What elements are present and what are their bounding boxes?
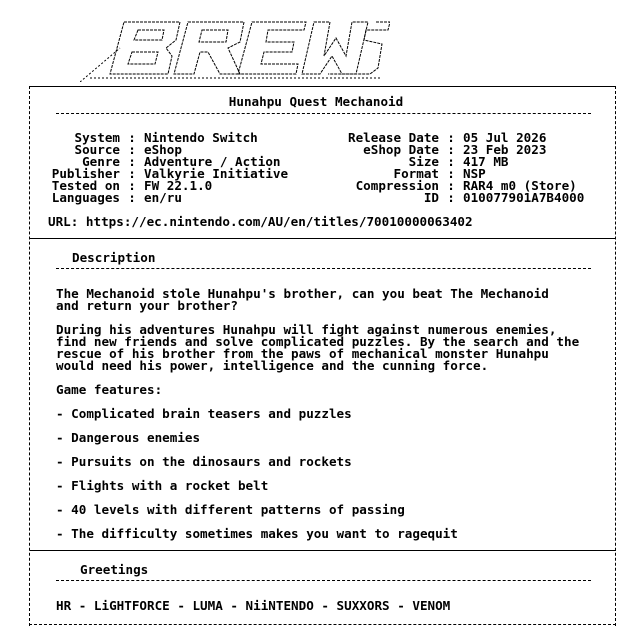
info-value: 05 Jul 2026: [463, 130, 547, 145]
description-underline: [56, 268, 591, 269]
info-value: Adventure / Action: [144, 154, 281, 169]
info-value: en/ru: [144, 190, 182, 205]
frame-right-border: [615, 86, 616, 626]
description-line: During his adventures Hunahpu will fight against numerous enemies,: [56, 322, 557, 337]
info-value: 417 MB: [463, 154, 509, 169]
info-label: Publisher: [51, 166, 120, 181]
info-row-source: Source : eShop: [48, 144, 288, 156]
info-label: Source: [74, 142, 120, 157]
info-value: NSP: [463, 166, 486, 181]
info-row-compression: Compression : RAR4 m0 (Store): [343, 180, 584, 192]
description-intro: [56, 288, 549, 312]
greetings-heading: Greetings: [80, 562, 149, 577]
section-divider: [30, 550, 616, 551]
logo-text: BREWS: [80, 18, 84, 19]
info-value: eShop: [144, 142, 182, 157]
description-line: and return your brother?: [56, 298, 238, 313]
info-label: Genre: [82, 154, 120, 169]
info-row-release-date: Release Date : 05 Jul 2026: [343, 132, 584, 144]
info-value: 010077901A7B4000: [463, 190, 585, 205]
info-value: Nintendo Switch: [144, 130, 258, 145]
info-label: ID: [423, 190, 439, 205]
description-story: [56, 324, 579, 372]
release-title: Hunahpu Quest Mechanoid: [228, 94, 404, 109]
info-row-id: ID : 010077901A7B4000: [343, 192, 584, 204]
greetings-underline: [56, 580, 591, 581]
title-underline: [56, 113, 591, 114]
store-url: URL: https://ec.nintendo.com/AU/en/titles/70010000063402: [48, 214, 473, 229]
brews-logo: [80, 18, 390, 82]
description-line: rescue of his brother from the paws of mechanical monster Hunahpu: [56, 346, 549, 361]
description-heading: Description: [72, 250, 156, 265]
feature-item: - 40 levels with different patterns of passing: [56, 502, 405, 517]
feature-item: - The difficulty sometimes makes you want to ragequit: [56, 526, 458, 541]
info-label: eShop Date: [363, 142, 439, 157]
info-row-size: Size : 417 MB: [343, 156, 584, 168]
feature-item: - Pursuits on the dinosaurs and rockets: [56, 454, 352, 469]
frame-left-border: [29, 86, 30, 626]
info-row-format: Format : NSP: [343, 168, 584, 180]
info-row-system: System : Nintendo Switch: [48, 132, 288, 144]
info-value: 23 Feb 2023: [463, 142, 547, 157]
features-label: Game features:: [56, 382, 163, 397]
info-row-publisher: Publisher : Valkyrie Initiative: [48, 168, 288, 180]
info-right-column: [343, 132, 584, 204]
description-line: find new friends and solve complicated puzzles. By the search and the: [56, 334, 580, 349]
info-label: Tested on: [51, 178, 120, 193]
section-divider: [30, 238, 616, 239]
frame-top-border: [30, 86, 616, 87]
info-label: Format: [393, 166, 439, 181]
info-value: RAR4 m0 (Store): [463, 178, 577, 193]
info-label: Languages: [51, 190, 120, 205]
info-label: Release Date: [348, 130, 439, 145]
description-line: The Mechanoid stole Hunahpu's brother, can you beat The Mechanoid: [56, 286, 549, 301]
info-left-column: [48, 132, 288, 204]
feature-item: - Complicated brain teasers and puzzles: [56, 406, 352, 421]
info-value: Valkyrie Initiative: [144, 166, 289, 181]
info-row-genre: Genre : Adventure / Action: [48, 156, 288, 168]
description-line: would need his power, intelligence and the cunning force.: [56, 358, 489, 373]
info-label: Compression: [355, 178, 439, 193]
greetings-text: HR - LiGHTFORCE - LUMA - NiiNTENDO - SUXXORS - VENOM: [56, 598, 451, 613]
info-value: FW 22.1.0: [144, 178, 213, 193]
info-row-languages: Languages : en/ru: [48, 192, 288, 204]
info-row-eshop-date: eShop Date : 23 Feb 2023: [343, 144, 584, 156]
info-label: System: [74, 130, 120, 145]
feature-item: - Flights with a rocket belt: [56, 478, 269, 493]
info-label: Size: [408, 154, 439, 169]
feature-item: - Dangerous enemies: [56, 430, 201, 445]
info-row-tested-on: Tested on : FW 22.1.0: [48, 180, 288, 192]
frame-bottom-border: [29, 624, 616, 625]
